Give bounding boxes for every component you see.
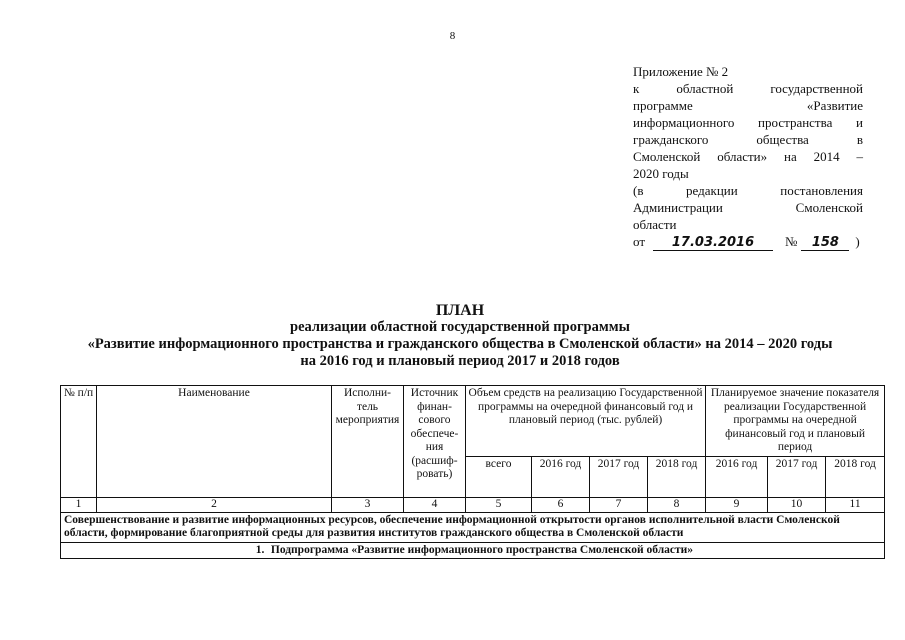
appendix-line: информационного пространства и — [633, 115, 863, 130]
appendix-line: (в редакции постановления — [633, 183, 863, 198]
appendix-header — [633, 63, 863, 251]
header-indicator: Планируемое значение показателя реализации Государственной программы на очередной финансовый год и плановый период — [706, 386, 885, 457]
header-row — [61, 386, 885, 457]
title-line: «Развитие информационного пространства и гражданского общества в Смоленской области» на 2014 – 2020 годы — [87, 336, 833, 352]
header-indicator-2016: 2016 год — [706, 457, 768, 498]
appendix-line: программе «Развитие — [633, 98, 863, 113]
goal-cell: Совершенствование и развитие информационных ресурсов, обеспечение информационной открытости органов исполнительной власти Смоленской области, формирование благоприятной среды для развития институтов гражданского общества в Смоленской области — [61, 512, 885, 542]
column-number: 5 — [466, 498, 532, 513]
column-number: 9 — [706, 498, 768, 513]
header-executor: Исполни-тель мероприятия — [332, 386, 404, 498]
appendix-line: 2020 годы — [633, 166, 689, 181]
column-number: 11 — [826, 498, 885, 513]
handwritten-number: 158 — [801, 236, 849, 251]
handwritten-date: 17.03.2016 — [653, 236, 773, 251]
header-volume: Объем средств на реализацию Государственной программы на очередной финансовый год и плановый период (тыс. рублей) — [466, 386, 706, 457]
column-number: 4 — [404, 498, 466, 513]
subprogram-title: Подпрограмма «Развитие информационного пространства Смоленской области» — [270, 543, 694, 556]
title-plan: ПЛАН — [435, 302, 485, 319]
header-2016: 2016 год — [532, 457, 590, 498]
document-title — [60, 302, 860, 370]
column-number-row — [61, 498, 885, 513]
header-source: Источник финан-сового обеспече-ния (расшиф-ровать) — [404, 386, 466, 498]
header-num: № п/п — [61, 386, 97, 498]
column-number: 10 — [768, 498, 826, 513]
column-number: 8 — [648, 498, 706, 513]
header-2018: 2018 год — [648, 457, 706, 498]
appendix-line: Администрации Смоленской — [633, 200, 863, 215]
appendix-line: Приложение № 2 — [633, 64, 729, 79]
column-number: 7 — [590, 498, 648, 513]
appendix-line: гражданского общества в — [633, 132, 863, 147]
appendix-line: Смоленской области» на 2014 – — [633, 149, 863, 164]
goal-row — [61, 512, 885, 542]
column-number: 1 — [61, 498, 97, 513]
title-line: реализации областной государственной программы — [290, 319, 630, 335]
appendix-line: к областной государственной — [633, 81, 863, 96]
plan-table — [60, 385, 885, 559]
column-number: 2 — [97, 498, 332, 513]
subprogram-cell — [61, 542, 885, 559]
header-indicator-2018: 2018 год — [826, 457, 885, 498]
subprogram-number: 1. — [255, 543, 265, 556]
column-number: 6 — [532, 498, 590, 513]
page-number: 8 — [449, 30, 456, 42]
resolution-signature-line: от 17.03.2016 № 158 ) — [633, 234, 860, 250]
header-name: Наименование — [97, 386, 332, 498]
subprogram-row — [61, 542, 885, 559]
header-indicator-2017: 2017 год — [768, 457, 826, 498]
column-number: 3 — [332, 498, 404, 513]
appendix-line: области — [633, 217, 677, 232]
header-total: всего — [466, 457, 532, 498]
header-2017: 2017 год — [590, 457, 648, 498]
title-line: на 2016 год и плановый период 2017 и 2018 годов — [300, 353, 620, 369]
